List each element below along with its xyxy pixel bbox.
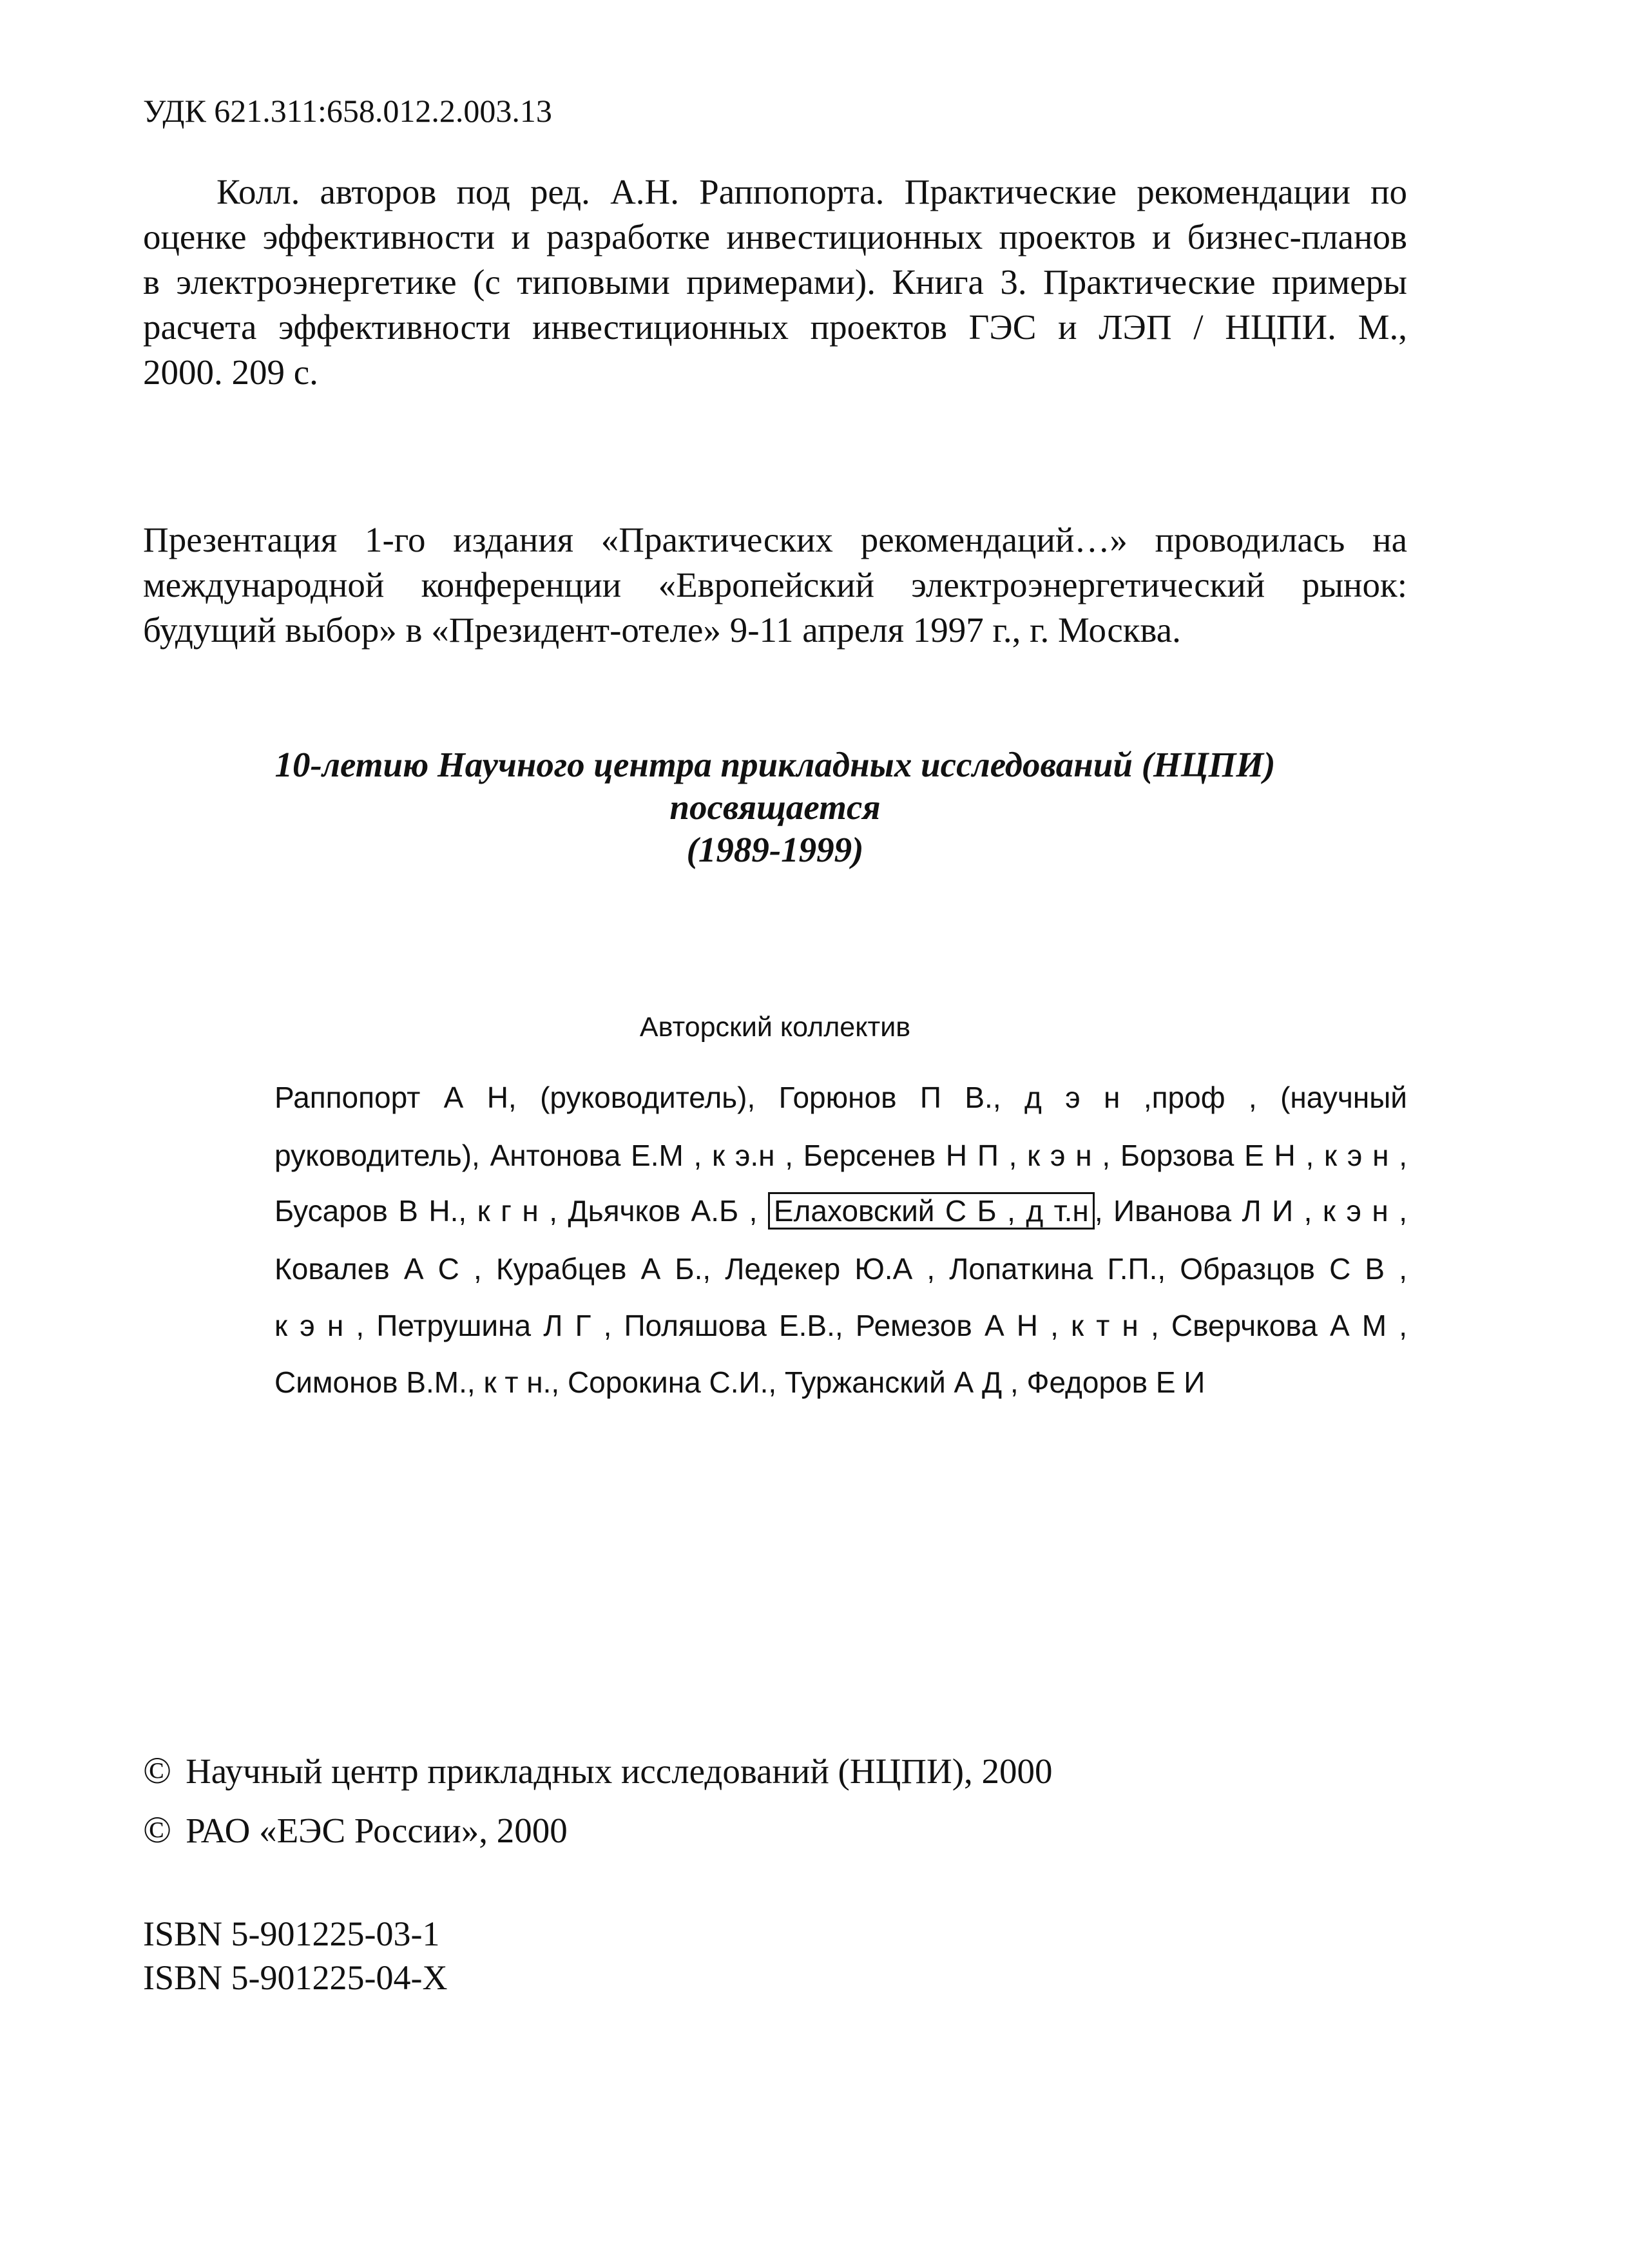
authors-title: Авторский коллектив xyxy=(639,1012,911,1043)
presentation-line: международной конференции «Европейский электроэнергетический рынок: xyxy=(143,565,1407,604)
authors-line: Раппопорт А Н, (руководитель), Горюнов П В., д э н ,проф , (научный xyxy=(274,1081,1407,1114)
copyright-icon: © xyxy=(143,1750,172,1791)
authors-line-start: Бусаров В Н., к г н , Дьячков А.Б , xyxy=(274,1194,758,1228)
authors-line-end: , Иванова Л И , к э н , xyxy=(1094,1194,1407,1228)
authors-line: к э н , Петрушина Л Г , Поляшова Е.В., Ремезов А Н , к т н , Сверчкова А М , xyxy=(274,1309,1407,1342)
bibliographic-line: оценке эффективности и разработке инвестиционных проектов и бизнес-планов xyxy=(143,217,1407,256)
authors-line xyxy=(274,1193,1407,1228)
bibliographic-line: расчета эффективности инвестиционных проектов ГЭС и ЛЭП / НЦПИ. М., xyxy=(143,307,1407,347)
authors-line: Ковалев А С , Курабцев А Б., Ледекер Ю.А , Лопаткина Г.П., Образцов С В , xyxy=(274,1252,1407,1286)
bibliographic-line: Колл. авторов под ред. А.Н. Раппопорта. Практические рекомендации по xyxy=(216,172,1407,211)
presentation-line: Презентация 1-го издания «Практических рекомендаций…» проводилась на xyxy=(143,520,1407,559)
dedication-line: 10-летию Научного центра прикладных исследований (НЦПИ) xyxy=(274,745,1276,784)
copyright-holder: РАО «ЕЭС России», 2000 xyxy=(186,1811,568,1850)
presentation-line: будущий выбор» в «Президент-отеле» 9-11 апреля 1997 г., г. Москва. xyxy=(143,610,1181,650)
copyright-icon: © xyxy=(143,1809,172,1851)
authors-line: руководитель), Антонова Е.М , к э.н , Берсенев Н П , к э н , Борзова Е Н , к э н , xyxy=(274,1139,1407,1172)
bibliographic-line: 2000. 209 с. xyxy=(143,352,318,392)
copyright-holder: Научный центр прикладных исследований (НЦПИ), 2000 xyxy=(186,1751,1053,1791)
isbn-line: ISBN 5-901225-04-X xyxy=(143,1958,448,1997)
copyright-line xyxy=(143,1749,1053,1792)
highlighted-author: Елаховский С Б , д т.н xyxy=(768,1192,1095,1230)
dedication-line: посвящается xyxy=(669,787,881,827)
udk-code: УДК 621.311:658.012.2.003.13 xyxy=(143,93,552,129)
bibliographic-line: в электроэнергетике (с типовыми примерами). Книга 3. Практические примеры xyxy=(143,262,1407,302)
isbn-line: ISBN 5-901225-03-1 xyxy=(143,1915,440,1953)
dedication-years: (1989-1999) xyxy=(686,830,864,869)
copyright-line xyxy=(143,1808,568,1851)
authors-line: Симонов В.М., к т н., Сорокина С.И., Туржанский А Д , Федоров Е И xyxy=(274,1365,1205,1399)
